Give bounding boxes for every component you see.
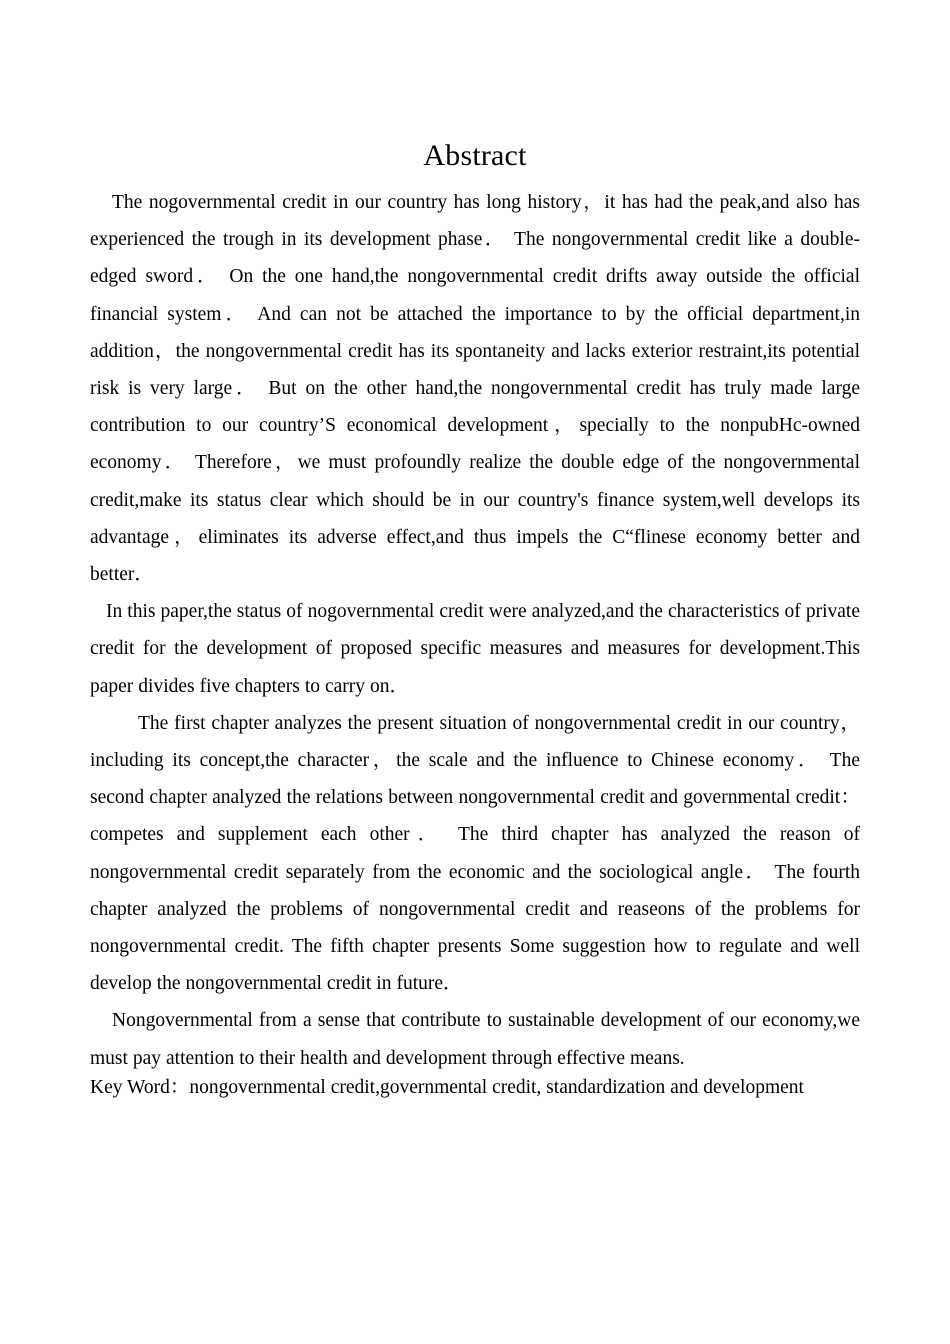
abstract-paragraph-2: In this paper,the status of nogovernmental credit were analyzed,and the characteristics of private credit for the development of proposed specific measures and measures for development.This paper divides five chapters to carry on． [90,601,860,697]
page-title: Abstract [423,139,527,173]
abstract-body [90,184,860,1077]
abstract-paragraph-4: Nongovernmental from a sense that contribute to sustainable development of our economy,we must pay attention to their health and development through effective means. [90,1010,860,1069]
abstract-paragraph-1: The nogovernmental credit in our country has long history，it has had the peak,and also has experienced the trough in its development phase． The nongovernmental credit like a double-edged sword． On the one hand,the nongovernmental credit drifts away outside the official financial system． And can not be attached the importance to by the official department,in addition，the nongovernmental credit has its spontaneity and lacks exterior restraint,its potential risk is very large． But on the other hand,the nongovernmental credit has truly made large contribution to our country’S economical development，specially to the nonpubHc-owned economy． Therefore，we must profoundly realize the double edge of the nongovernmental credit,make its status clear which should be in our country's finance system,well develops its advantage，eliminates its adverse effect,and thus impels the C“flinese economy better and better． [90,192,860,586]
keywords-line [90,1073,880,1103]
keywords-label: Key Word： [90,1077,190,1098]
keywords-value: nongovernmental credit,governmental credit, standardization and development [189,1077,804,1098]
abstract-paragraph-3: The first chapter analyzes the present situation of nongovernmental credit in our country，including its concept,the character，the scale and the influence to Chinese economy． The second chapter analyzed the relations between nongovernmental credit and governmental credit：competes and supplement each other． The third chapter has analyzed the reason of nongovernmental credit separately from the economic and the sociological angle． The fourth chapter analyzed the problems of nongovernmental credit and reaseons of the problems for nongovernmental credit. The fifth chapter presents Some suggestion how to regulate and well develop the nongovernmental credit in future． [90,712,860,995]
